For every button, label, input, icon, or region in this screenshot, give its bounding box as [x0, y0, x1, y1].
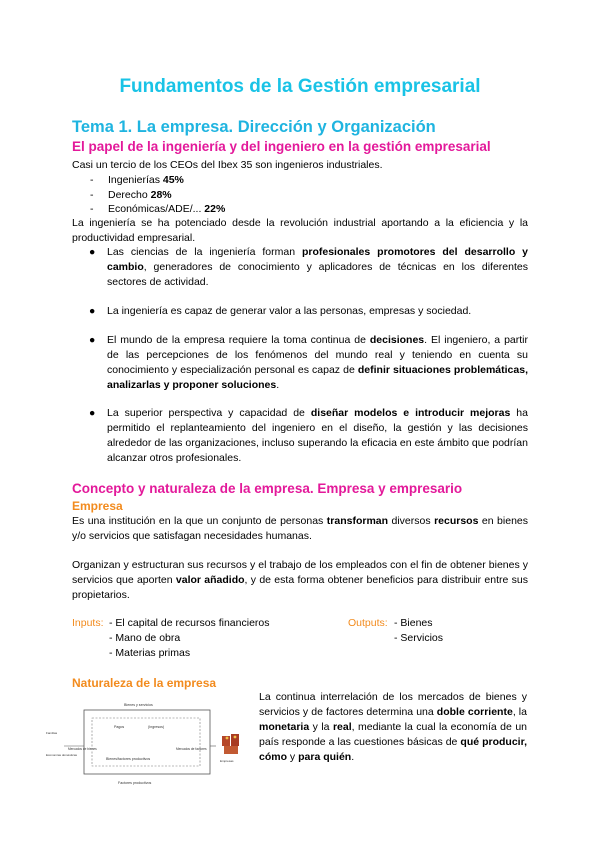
factory-icon	[222, 734, 239, 754]
diagram-left-bottom: Economías domésticas	[46, 753, 78, 757]
diagram-left-top: Familias	[46, 731, 58, 735]
circular-flow-diagram	[44, 698, 252, 788]
section-heading-company: Concepto y naturaleza de la empresa. Empresa y empresario	[72, 481, 463, 496]
diagram-inner-top-right: (Ingresos)	[148, 725, 165, 729]
input-item: - El capital de recursos financieros	[109, 617, 270, 629]
paragraph-revolution: La ingeniería se ha potenciado desde la revolución industrial aportando a la eficiencia y la productividad empresarial.	[72, 217, 528, 244]
topic-heading: Tema 1. La empresa. Dirección y Organización	[72, 118, 436, 136]
stat-item: - Ingenierías 45%	[90, 174, 184, 186]
paragraph-definition: Es una institución en la que un conjunto de personas transforman diversos recursos en bienes y/o servicios que satisfagan necesidades humanas.	[72, 515, 528, 542]
bullet-item: ● El mundo de la empresa requiere la toma continua de decisiones. El ingeniero, a partir de las percepciones de los fenómenos del mundo real y teniendo en cuenta su conocimiento y especialización personal es capaz de definir situaciones problemáticas, analizarlas y proponer soluciones.	[89, 334, 528, 391]
diagram-bottom-label: Factores productivos	[118, 781, 152, 785]
bullet-item: ● Las ciencias de la ingeniería forman profesionales promotores del desarrollo y cambio, generadores de conocimiento y aplicadores de técnicas en los diferentes sectores de actividad.	[89, 246, 528, 288]
output-item: - Bienes	[394, 617, 433, 629]
stat-item: - Derecho 28%	[90, 189, 172, 201]
output-item: - Servicios	[394, 632, 444, 644]
diagram-right-label: Empresas	[220, 759, 234, 763]
diagram-right-mid: Mercados de factores	[176, 747, 207, 751]
intro-text: Casi un tercio de los CEOs del Ibex 35 son ingenieros industriales.	[72, 159, 383, 171]
inputs-label: Inputs:	[72, 617, 104, 629]
subheading-naturaleza: Naturaleza de la empresa	[72, 676, 217, 690]
diagram-inner-top-left: Pagos	[114, 725, 125, 729]
input-item: - Materias primas	[109, 647, 191, 659]
subheading-empresa: Empresa	[72, 499, 123, 513]
outputs-label: Outputs:	[348, 617, 388, 629]
paragraph-flow: La continua interrelación de los mercados de bienes y servicios y de factores determina una doble corriente, la monetaria y la real, mediante la cual la economía de un país responde a las cuestiones básicas de qué producir, cómo y para quién.	[259, 691, 527, 763]
diagram-top-label: Bienes y servicios	[124, 703, 153, 707]
stat-item: - Económicas/ADE/... 22%	[90, 203, 226, 215]
diagram-inner-bottom: Bienes/factores productivos	[106, 757, 151, 761]
bullet-item: ● La superior perspectiva y capacidad de diseñar modelos e introducir mejoras ha permitido el replanteamiento del ingeniero en el diseño, la gestión y las decisiones alrededor de las organizaciones, incluso superando la eficacia en este ámbito que podrían alcanzar otros profesionales.	[89, 407, 528, 464]
section-heading-engineering: El papel de la ingeniería y del ingeniero en la gestión empresarial	[72, 139, 491, 154]
document-title: Fundamentos de la Gestión empresarial	[119, 76, 481, 97]
paragraph-organization: Organizan y estructuran sus recursos y el trabajo de los empleados con el fin de obtener bienes y servicios que aporten valor añadido, y de esta forma obtener beneficios para distribuir entre sus propietarios.	[72, 559, 528, 601]
bullet-item: ● La ingeniería es capaz de generar valor a las personas, empresas y sociedad.	[89, 305, 472, 317]
diagram-left-mid: Mercados de bienes	[68, 747, 97, 751]
input-item: - Mano de obra	[109, 632, 181, 644]
